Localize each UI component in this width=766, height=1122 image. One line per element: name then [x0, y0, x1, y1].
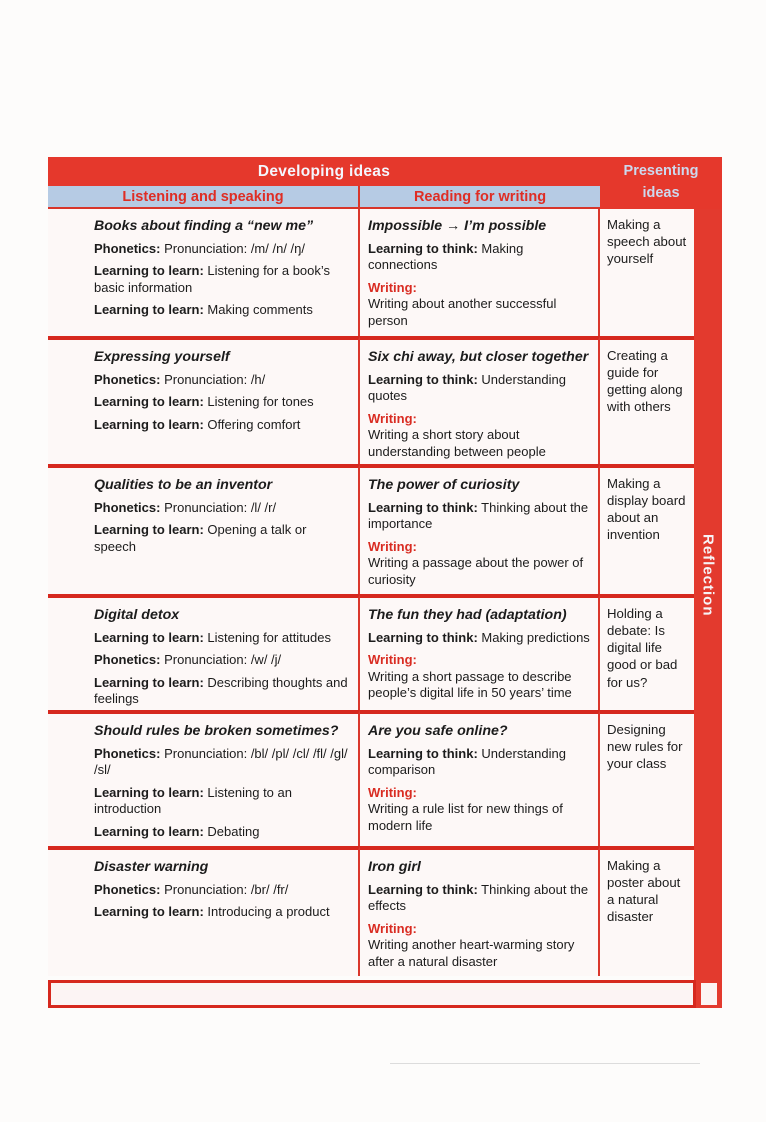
writing-item: [368, 652, 590, 701]
item-text: Offering comfort: [207, 416, 301, 432]
writing-item: [368, 921, 590, 970]
item-text: Pronunciation: /w/ /j/: [164, 652, 282, 668]
writing-item: [368, 280, 590, 329]
feature-item: [94, 904, 348, 920]
reading-cell: [360, 464, 600, 594]
item-label: Learning to learn:: [94, 416, 204, 432]
writing-label: Writing:: [368, 784, 417, 800]
reading-writing-header: Reading for writing: [413, 188, 547, 205]
listening-cell: [48, 464, 360, 594]
unit-title: Should rules be broken sometimes?: [94, 723, 339, 739]
feature-item: [94, 302, 348, 318]
item-text: Listening to an introduction: [94, 784, 292, 817]
item-label: Learning to think:: [368, 746, 478, 761]
item-text: Pronunciation: /l/ /r/: [164, 500, 277, 515]
presenting-cell: Holding a debate: Is digital life good or bad for us?: [600, 594, 694, 710]
item-text: Thinking about the effects: [368, 882, 589, 914]
item-text: Introducing a product: [207, 904, 330, 920]
unit-title: Books about finding a “new me”: [94, 218, 314, 234]
item-label: Learning to learn:: [94, 823, 204, 839]
item-label: Learning to learn:: [94, 904, 204, 920]
unit-title: Digital detox: [94, 607, 180, 623]
item-label: Learning to learn:: [94, 630, 204, 645]
presenting-cell: Designing new rules for your class: [600, 710, 694, 846]
item-label: Learning to learn:: [94, 263, 204, 279]
item-text: Making predictions: [481, 630, 590, 645]
feature-item: [94, 675, 348, 708]
item-label: Learning to learn:: [94, 784, 204, 800]
item-label: Learning to learn:: [94, 674, 204, 690]
item-label: Phonetics:: [94, 500, 161, 515]
reading-cell: [360, 336, 600, 464]
listening-speaking-header: Listening and speaking: [48, 186, 360, 207]
feature-item: [94, 652, 348, 668]
units-grid: [48, 209, 694, 976]
item-label: Learning to learn:: [94, 302, 204, 318]
item-text: Pronunciation: /m/ /n/ /ŋ/: [164, 241, 305, 256]
feature-item: [94, 785, 348, 818]
writing-label: Writing:: [368, 652, 417, 668]
item-label: Learning to think:: [368, 372, 478, 387]
item-text: Debating: [207, 823, 260, 839]
unit-title: Are you safe online?: [368, 723, 508, 739]
presenting-cell: Creating a guide for getting along with others: [600, 336, 694, 464]
presenting-cell: Making a display board about an invention: [600, 464, 694, 594]
feature-item: [94, 372, 348, 388]
unit-title: The fun they had (adaptation): [368, 607, 567, 623]
writing-item: [368, 785, 590, 834]
think-item: [368, 241, 590, 274]
writing-label: Writing:: [368, 920, 417, 936]
item-label: Phonetics:: [94, 652, 161, 668]
unit-title: Iron girl: [368, 859, 421, 875]
item-text: Understanding quotes: [368, 372, 566, 404]
feature-item: [94, 522, 348, 555]
feature-item: [94, 263, 348, 296]
feature-item: [94, 417, 348, 433]
presenting-header-line2: ideas: [642, 185, 680, 201]
footer-band: [48, 980, 696, 1008]
presenting-cell: Making a poster about a natural disaster: [600, 846, 694, 976]
feature-item: [94, 394, 348, 410]
unit-title: Six chi away, but closer together: [368, 349, 589, 365]
presenting-cell: Making a speech about yourself: [600, 209, 694, 336]
think-item: [368, 372, 590, 405]
presenting-header-line1: Presenting: [623, 163, 699, 180]
unit-title: Expressing yourself: [94, 349, 230, 365]
listening-cell: [48, 594, 360, 710]
item-label: Phonetics:: [94, 241, 161, 256]
item-label: Learning to think:: [368, 241, 478, 256]
unit-title: Disaster warning: [94, 859, 209, 875]
item-text: Pronunciation: /h/: [164, 372, 266, 387]
item-text: Thinking about the importance: [368, 500, 589, 532]
reading-cell: [360, 710, 600, 846]
item-text: Listening for attitudes: [207, 630, 331, 645]
think-item: [368, 882, 590, 915]
reflection-label: Reflection: [699, 533, 717, 617]
item-text: Listening for tones: [207, 394, 314, 410]
writing-text: Writing a short passage to describe people’s digital life in 50 years’ time: [368, 668, 572, 701]
unit-title: Qualities to be an inventor: [94, 477, 273, 493]
item-text: Making comments: [207, 302, 313, 318]
listening-cell: [48, 846, 360, 976]
scan-artifact-line: [390, 1063, 700, 1064]
think-item: [368, 630, 590, 646]
item-label: Phonetics:: [94, 746, 161, 761]
feature-item: [94, 241, 348, 257]
item-text: Making connections: [368, 241, 524, 273]
writing-text: Writing a passage about the power of curiosity: [368, 555, 584, 587]
item-label: Learning to learn:: [94, 522, 204, 538]
writing-text: Writing a short story about understanding between people: [368, 427, 546, 459]
reading-cell: [360, 846, 600, 976]
listening-cell: [48, 336, 360, 464]
item-text: Pronunciation: /br/ /fr/: [164, 882, 289, 897]
reflection-strip: [694, 157, 722, 1008]
sub-header-band: [48, 186, 600, 209]
listening-cell: [48, 710, 360, 846]
feature-item: [94, 882, 348, 898]
item-label: Phonetics:: [94, 882, 161, 897]
item-label: Learning to think:: [368, 882, 478, 897]
reading-cell: [360, 594, 600, 710]
item-text: Opening a talk or speech: [94, 522, 307, 554]
presenting-ideas-header: [600, 157, 722, 209]
writing-item: [368, 411, 590, 460]
writing-label: Writing:: [368, 279, 417, 295]
writing-text: Writing about another successful person: [368, 296, 557, 328]
item-text: Listening for a book’s basic information: [94, 263, 331, 295]
writing-label: Writing:: [368, 538, 417, 554]
item-text: Understanding comparison: [368, 746, 566, 778]
reading-cell: [360, 209, 600, 336]
item-text: Describing thoughts and feelings: [94, 674, 348, 707]
listening-cell: [48, 209, 360, 336]
think-item: [368, 746, 590, 779]
item-label: Learning to think:: [368, 630, 478, 645]
unit-title: The power of curiosity: [368, 477, 520, 493]
feature-item: [94, 746, 348, 779]
item-text: Pronunciation: /bl/ /pl/ /cl/ /fl/ /gl/ /sl/: [94, 746, 348, 778]
feature-item: [94, 630, 348, 646]
item-label: Learning to think:: [368, 500, 478, 515]
writing-text: Writing another heart-warming story after a natural disaster: [368, 937, 575, 969]
developing-ideas-header: Developing ideas: [48, 157, 600, 186]
footer-square: [701, 983, 717, 1005]
item-label: Learning to learn:: [94, 394, 204, 410]
feature-item: [94, 824, 348, 840]
think-item: [368, 500, 590, 533]
writing-label: Writing:: [368, 410, 417, 426]
unit-title: Impossible → I’m possible: [368, 218, 547, 234]
writing-item: [368, 539, 590, 588]
feature-item: [94, 500, 348, 516]
syllabus-table: [48, 157, 722, 1008]
item-label: Phonetics:: [94, 372, 161, 387]
writing-text: Writing a rule list for new things of modern life: [368, 801, 563, 833]
